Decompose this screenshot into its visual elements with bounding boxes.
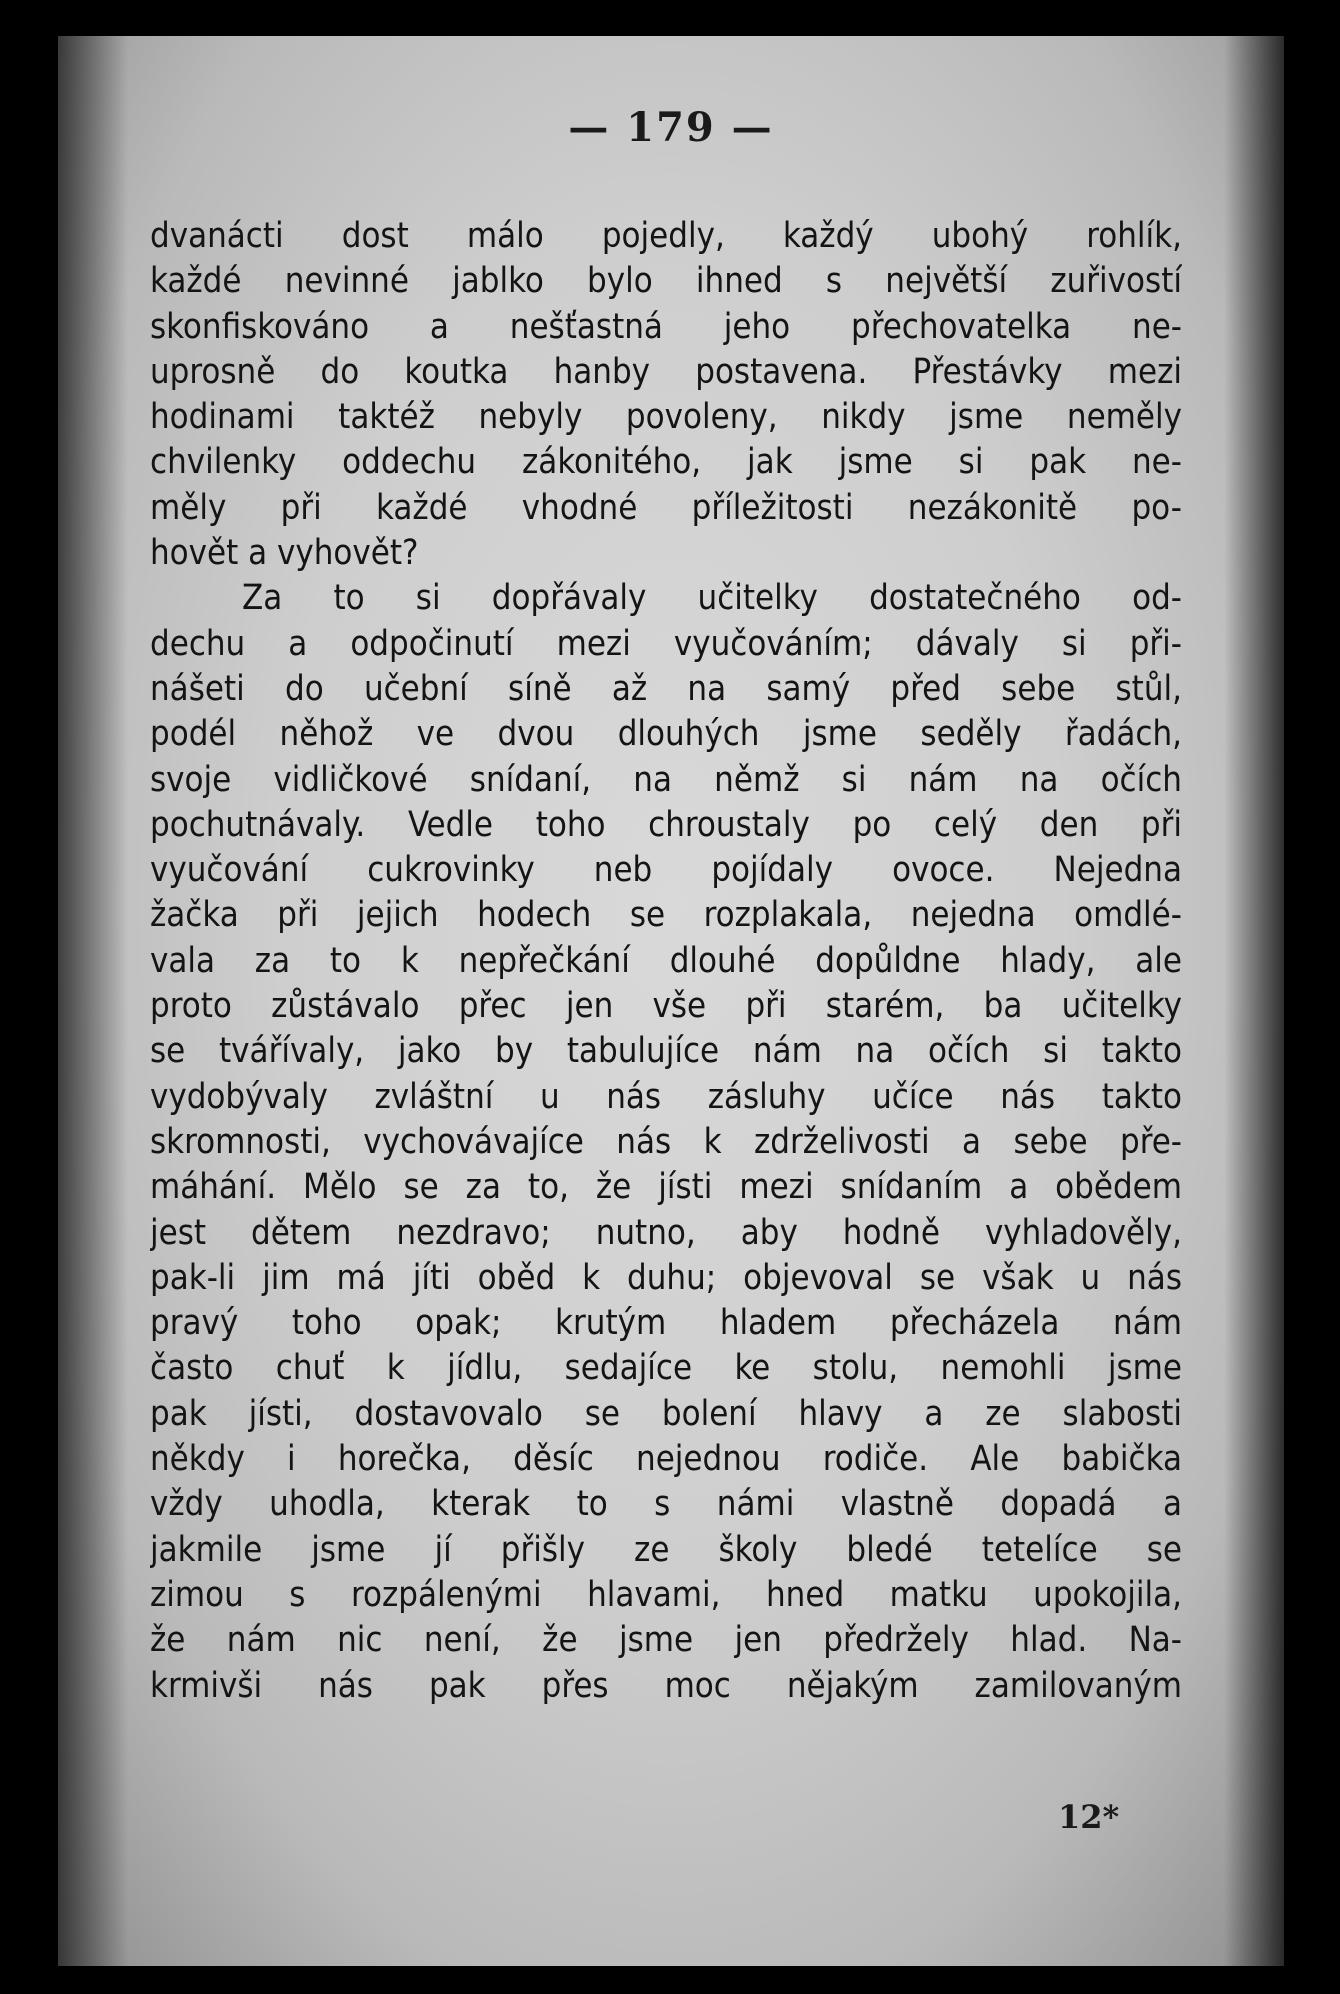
text-line: proto zůstávalo přec jen vše při starém, ba učitelky [150,986,1182,1027]
text-line: uprosně do koutka hanby postavena. Přestávky mezi [150,351,1182,392]
text-line: někdy i horečka, děsíc nejednou rodiče. Ale babička [150,1439,1182,1480]
text-line: každé nevinné jablko bylo ihned s největší zuřivostí [150,261,1182,302]
text-line: skromnosti, vychovávajíce nás k zdrželivosti a sebe pře- [150,1121,1182,1162]
text-line: skonfiskováno a nešťastná jeho přechovatelka ne- [150,306,1182,347]
text-line: pak jísti, dostavovalo se bolení hlavy a ze slabosti [150,1393,1182,1434]
text-line: vala za to k nepřečkání dlouhé dopůldne hlady, ale [150,940,1182,981]
text-line: hodinami taktéž nebyly povoleny, nikdy jsme neměly [150,397,1182,438]
text-line: měly při každé vhodné příležitosti nezákonitě po- [150,487,1182,528]
text-line: nášeti do učební síně až na samý před sebe stůl, [150,668,1182,709]
text-line: jakmile jsme jí přišly ze školy bledé tetelíce se [150,1529,1182,1570]
text-line: žačka při jejich hodech se rozplakala, nejedna omdlé- [150,895,1182,936]
text-line: pochutnávaly. Vedle toho chroustaly po celý den při [150,804,1182,845]
text-line: svoje vidličkové snídaní, na němž si nám na očích [150,759,1182,800]
text-line: dvanácti dost málo pojedly, každý ubohý rohlík, [150,216,1182,256]
text-line: dechu a odpočinutí mezi vyučováním; dávaly si při- [150,623,1182,664]
text-line: že nám nic není, že jsme jen předržely hlad. Na- [150,1620,1182,1661]
text-line: pravý toho opak; krutým hladem přecházela nám [150,1303,1182,1344]
text-line: hovět a vyhovět? [150,533,419,574]
text-line: často chuť k jídlu, sedajíce ke stolu, nemohli jsme [150,1348,1182,1389]
book-page [58,36,1284,1966]
page-number-header: — 179 — [568,104,774,151]
text-line: vydobývaly zvláštní u nás zásluhy učíce nás takto [150,1076,1182,1117]
text-line: jest dětem nezdravo; nutno, aby hodně vyhladověly, [150,1212,1182,1253]
text-line: se tvářívaly, jako by tabulujíce nám na očích si takto [150,1031,1182,1072]
signature-mark: 12* [1058,1798,1120,1836]
text-line: pak-li jim má jíti oběd k duhu; objevoval se však u nás [150,1257,1182,1298]
text-line: zimou s rozpálenými hlavami, hned matku upokojila, [150,1574,1182,1615]
text-line: chvilenky oddechu zákonitého, jak jsme si pak ne- [150,442,1182,483]
text-line: Za to si dopřávaly učitelky dostatečného od- [242,578,1182,619]
text-line: vždy uhodla, kterak to s námi vlastně dopadá a [150,1484,1182,1525]
text-line: máhání. Mělo se za to, že jísti mezi snídaním a obědem [150,1167,1182,1208]
body-text [150,214,1182,1709]
text-line: vyučování cukrovinky neb pojídaly ovoce. Nejedna [150,850,1182,891]
text-line: krmivši nás pak přes moc nějakým zamilovaným [150,1665,1182,1706]
text-line: podél něhož ve dvou dlouhých jsme seděly řadách, [150,714,1182,755]
